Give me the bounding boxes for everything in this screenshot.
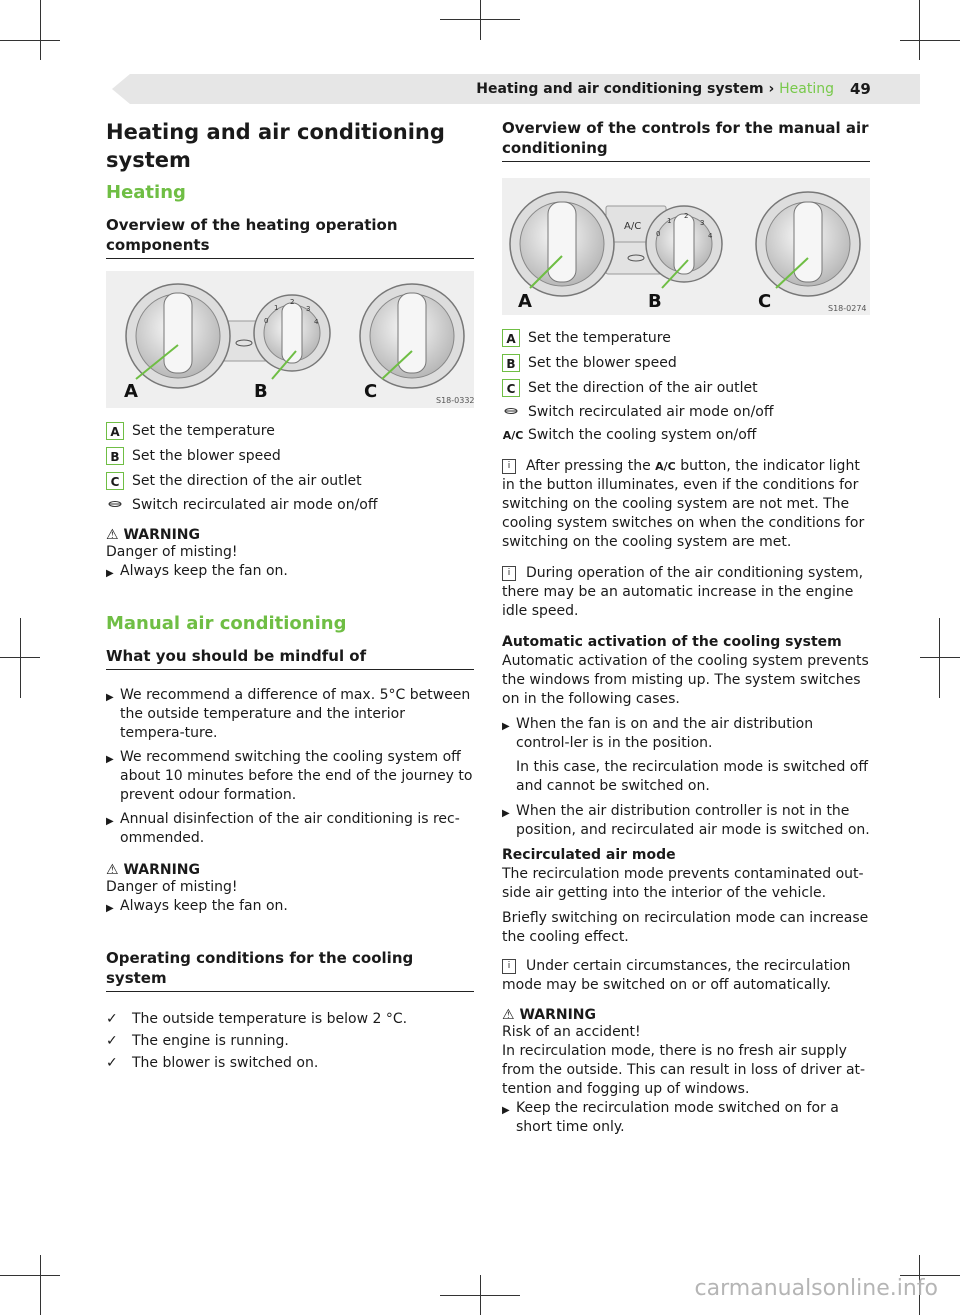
breadcrumb-subsection[interactable]: Heating bbox=[779, 81, 834, 97]
bullet-arrow-icon: ▶ bbox=[106, 903, 114, 914]
heating-controls-illustration bbox=[106, 271, 474, 408]
bullet-text: We recommend a difference of max. 5°C between the outside temperature and the interior tempera-ture. bbox=[120, 687, 471, 741]
section-title-manual-ac-controls: Overview of the controls for the manual air conditioning bbox=[502, 118, 870, 162]
note-body bbox=[502, 564, 870, 621]
warning-text: Danger of misting! bbox=[106, 544, 238, 560]
warning-text: Danger of misting! bbox=[106, 879, 238, 895]
condition-text: The engine is running. bbox=[132, 1033, 289, 1049]
condition-text: The blower is switched on. bbox=[132, 1055, 319, 1071]
note bbox=[502, 957, 870, 995]
bullet-text: We recommend switching the cooling system off about 10 minutes before the end of the journey to prevent odour formation. bbox=[120, 749, 473, 803]
crop-mark bbox=[900, 40, 960, 41]
warning-title bbox=[502, 1007, 870, 1023]
legend-key: A bbox=[502, 329, 520, 347]
legend-text: Set the blower speed bbox=[132, 448, 281, 464]
note-body bbox=[502, 457, 870, 552]
bullet-arrow-icon: ▶ bbox=[106, 692, 114, 703]
crop-mark bbox=[919, 0, 920, 60]
list-item bbox=[106, 1032, 474, 1051]
legend-key: B bbox=[502, 354, 520, 372]
heading-manual-ac: Manual air conditioning bbox=[106, 613, 347, 634]
legend-text: Set the direction of the air outlet bbox=[132, 473, 362, 489]
legend-item bbox=[106, 447, 474, 465]
svg-text:2: 2 bbox=[290, 298, 295, 306]
svg-text:1: 1 bbox=[667, 217, 672, 225]
figure-heating-controls bbox=[106, 271, 474, 408]
recirculation-car-icon bbox=[502, 405, 520, 419]
crop-mark bbox=[20, 618, 21, 698]
legend-key: B bbox=[106, 447, 124, 465]
note-text: Under certain circumstances, the recirculation mode may be switched on or off automatically. bbox=[502, 958, 851, 993]
page-title: Heating and air conditioning system bbox=[106, 120, 445, 172]
section-title-mindful: What you should be mindful of bbox=[106, 646, 474, 670]
svg-text:4: 4 bbox=[314, 318, 319, 326]
heading-heating: Heating bbox=[106, 182, 186, 203]
figure-manual-ac-controls bbox=[502, 178, 870, 315]
list-item bbox=[106, 1010, 474, 1029]
warning-title bbox=[106, 862, 474, 878]
legend-item bbox=[502, 427, 870, 443]
list-item bbox=[502, 715, 870, 753]
bullet-text: Always keep the fan on. bbox=[120, 563, 288, 579]
list-item bbox=[106, 810, 474, 848]
breadcrumb bbox=[476, 81, 834, 97]
bullet-arrow-icon: ▶ bbox=[502, 808, 510, 819]
bullet-arrow-icon: ▶ bbox=[502, 721, 510, 732]
subsection-title: Automatic activation of the cooling system bbox=[502, 634, 842, 650]
warning-label: WARNING bbox=[519, 1007, 596, 1023]
figure-label-c: C bbox=[758, 291, 772, 312]
warning-label: WARNING bbox=[123, 862, 200, 878]
crop-mark bbox=[40, 0, 41, 60]
legend-text: Set the temperature bbox=[132, 423, 275, 439]
info-note-icon: i bbox=[502, 959, 516, 974]
bullet-arrow-icon: ▶ bbox=[106, 754, 114, 765]
svg-text:1: 1 bbox=[274, 304, 279, 312]
right-column bbox=[502, 118, 870, 1142]
warning-triangle-icon: ⚠ bbox=[106, 862, 119, 878]
ac-symbol: A/C bbox=[655, 460, 676, 473]
note-text: After pressing the bbox=[526, 458, 651, 474]
watermark[interactable]: carmanualsonline.info bbox=[694, 1276, 938, 1301]
legend-item bbox=[502, 404, 870, 420]
warning-title bbox=[106, 527, 474, 543]
check-icon: ✓ bbox=[106, 1011, 118, 1027]
bullet-text: When the air distribution controller is not in the position, and recirculated air mode is switched on. bbox=[516, 803, 870, 838]
info-note-icon: i bbox=[502, 566, 516, 581]
list-item bbox=[502, 802, 870, 840]
breadcrumb-separator: › bbox=[768, 81, 775, 97]
legend-item bbox=[502, 379, 870, 397]
svg-text:3: 3 bbox=[306, 305, 311, 313]
figure-code: S18-0274 bbox=[828, 304, 867, 313]
figure-label-a: A bbox=[124, 381, 138, 402]
list-item bbox=[106, 686, 474, 743]
note-body bbox=[502, 957, 870, 995]
legend-item bbox=[106, 422, 474, 440]
note-text: During operation of the air conditioning system, there may be an automatic increase in the engine idle speed. bbox=[502, 565, 864, 619]
warning-bullet bbox=[502, 1099, 870, 1137]
warning-triangle-icon: ⚠ bbox=[502, 1007, 515, 1023]
warning-bullet bbox=[106, 897, 474, 918]
section-title-operating-conditions: Operating conditions for the cooling system bbox=[106, 948, 474, 992]
legend-text: Switch the cooling system on/off bbox=[528, 427, 757, 443]
legend-item bbox=[502, 329, 870, 347]
list-item bbox=[106, 1054, 474, 1073]
section-title-heating-components: Overview of the heating operation components bbox=[106, 215, 474, 259]
bullet-text: Always keep the fan on. bbox=[120, 898, 288, 914]
legend-key: A bbox=[106, 422, 124, 440]
condition-text: The outside temperature is below 2 °C. bbox=[132, 1011, 408, 1027]
warning-label: WARNING bbox=[123, 527, 200, 543]
crop-mark bbox=[440, 1295, 520, 1296]
crop-mark bbox=[920, 657, 960, 658]
info-note-icon: i bbox=[502, 459, 516, 474]
warning-text: In recirculation mode, there is no fresh air supply from the outside. This can result in loss of driver at-tention and fogging up of windows. bbox=[502, 1043, 866, 1097]
svg-text:4: 4 bbox=[708, 232, 713, 240]
legend-item bbox=[502, 354, 870, 372]
svg-text:3: 3 bbox=[700, 219, 705, 227]
left-column bbox=[106, 118, 474, 1076]
figure-label-a: A bbox=[518, 291, 532, 312]
page-number: 49 bbox=[850, 80, 871, 98]
svg-text:2: 2 bbox=[684, 212, 689, 220]
legend-text: Switch recirculated air mode on/off bbox=[132, 497, 378, 513]
legend-text: Set the blower speed bbox=[528, 355, 677, 371]
bullet-text: Keep the recirculation mode switched on for a short time only. bbox=[516, 1100, 839, 1135]
figure-label-b: B bbox=[254, 381, 268, 402]
paragraph: The recirculation mode prevents contaminated out-side air getting into the interior of the vehicle. bbox=[502, 866, 864, 901]
warning-triangle-icon: ⚠ bbox=[106, 527, 119, 543]
manual-ac-controls-illustration bbox=[502, 178, 870, 315]
crop-mark bbox=[480, 0, 481, 40]
bullet-arrow-icon: ▶ bbox=[502, 1105, 510, 1116]
paragraph: Briefly switching on recirculation mode can increase the cooling effect. bbox=[502, 910, 869, 945]
crop-mark bbox=[0, 1275, 60, 1276]
crop-mark bbox=[40, 1255, 41, 1315]
note-text: button, the indicator light in the button illuminates, even if the conditions for switching on the cooling system are not met. The cooling system switches on when the conditions for switching on the cooling system are met. bbox=[502, 458, 865, 550]
ac-symbol: A/C bbox=[502, 428, 524, 442]
paragraph: Automatic activation of the cooling system prevents the windows from misting up. The system switches on in the following cases. bbox=[502, 653, 869, 707]
legend-item bbox=[106, 497, 474, 513]
crop-mark bbox=[939, 618, 940, 698]
figure-label-c: C bbox=[364, 381, 378, 402]
warning-text: Risk of an accident! bbox=[502, 1024, 641, 1040]
legend-text: Switch recirculated air mode on/off bbox=[528, 404, 774, 420]
legend-text: Set the temperature bbox=[528, 330, 671, 346]
svg-text:0: 0 bbox=[656, 230, 661, 238]
legend-text: Set the direction of the air outlet bbox=[528, 380, 758, 396]
bullet-text: When the fan is on and the air distribution control-ler is in the position. bbox=[516, 716, 814, 751]
subsection-title: Recirculated air mode bbox=[502, 847, 676, 863]
crop-mark bbox=[440, 19, 520, 20]
legend-item bbox=[106, 472, 474, 490]
warning-bullet bbox=[106, 562, 474, 583]
crop-mark bbox=[0, 657, 40, 658]
check-icon: ✓ bbox=[106, 1033, 118, 1049]
breadcrumb-section[interactable]: Heating and air conditioning system bbox=[476, 81, 764, 97]
bullet-text: Annual disinfection of the air conditioning is rec-ommended. bbox=[120, 811, 460, 846]
figure-code: S18-0332 bbox=[436, 396, 474, 405]
note bbox=[502, 457, 870, 552]
svg-text:0: 0 bbox=[264, 317, 269, 325]
bullet-arrow-icon: ▶ bbox=[106, 816, 114, 827]
recirculation-car-icon bbox=[106, 498, 124, 512]
ac-button-label: A/C bbox=[624, 221, 642, 232]
legend-key: C bbox=[502, 379, 520, 397]
crop-mark bbox=[0, 40, 60, 41]
note bbox=[502, 564, 870, 621]
figure-label-b: B bbox=[648, 291, 662, 312]
bullet-arrow-icon: ▶ bbox=[106, 568, 114, 579]
paragraph: In this case, the recirculation mode is switched off and cannot be switched on. bbox=[516, 759, 869, 794]
legend-key: C bbox=[106, 472, 124, 490]
check-icon: ✓ bbox=[106, 1055, 118, 1071]
list-item bbox=[106, 748, 474, 805]
